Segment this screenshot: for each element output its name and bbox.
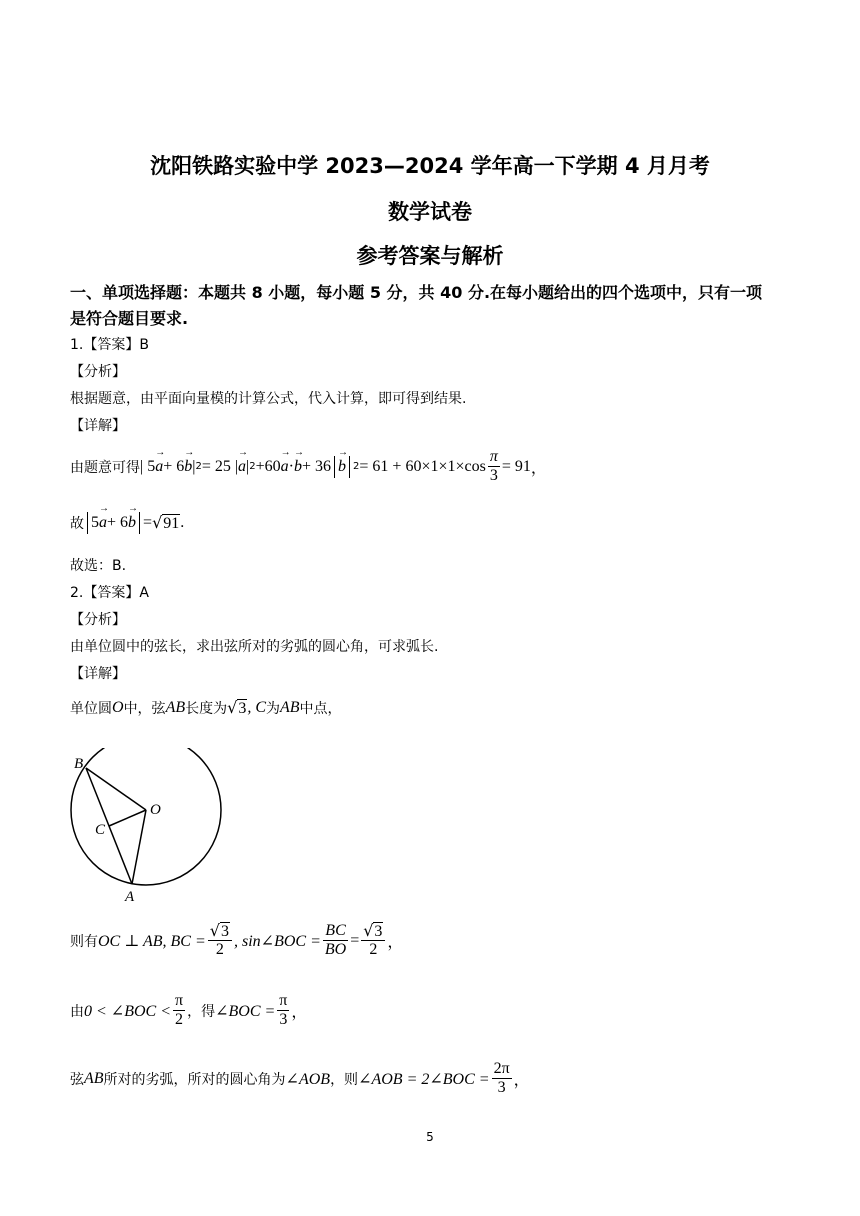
q2-line1-math: AB xyxy=(279,699,300,716)
q1-detail-label: 【详解】 xyxy=(70,418,126,434)
q1-answer: 1.【答案】B xyxy=(70,337,149,353)
page-subtitle: 数学试卷 xyxy=(388,200,472,224)
q2-answer: 2.【答案】A xyxy=(70,585,149,601)
q1-step2-prefix: 故 xyxy=(70,516,84,532)
q1-step1-part: | 5 xyxy=(140,457,156,475)
q2-line3-text: 由 xyxy=(70,1003,84,1020)
q2-line4-math: ∠AOB xyxy=(285,1070,331,1088)
q1-step1-prefix: 由题意可得 xyxy=(70,459,140,476)
abs-bar xyxy=(87,512,88,534)
q1-formula-step2 xyxy=(70,512,184,534)
fraction-BC-over-BO xyxy=(323,922,348,959)
q1-analysis-label: 【分析】 xyxy=(70,364,126,380)
fraction-denominator: 2 xyxy=(175,1011,184,1028)
q2-line3-text: ，得 xyxy=(187,1003,216,1020)
label-A: A xyxy=(125,889,135,905)
q2-analysis-label: 【分析】 xyxy=(70,612,126,628)
abs-bar xyxy=(349,456,350,478)
unit-circle-figure xyxy=(62,748,232,908)
fraction-numerator: 2π xyxy=(493,1060,510,1077)
label-B: B xyxy=(74,756,84,772)
fraction-numerator: π xyxy=(279,992,288,1009)
q2-line2-suffix: ， xyxy=(387,934,404,951)
q2-detail-label: 【详解】 xyxy=(70,666,126,682)
q1-step2-part: + 6 xyxy=(107,514,129,531)
q2-line4-math: AB xyxy=(84,1069,104,1087)
q1-step1-part: +60 xyxy=(255,457,281,475)
q2-line1-text: 中，弦 xyxy=(123,701,166,717)
q2-line2-text: 则有 xyxy=(70,933,98,950)
fraction-denominator: 3 xyxy=(489,467,498,484)
label-C: C xyxy=(95,822,106,838)
vector-a: → a xyxy=(155,458,163,476)
q1-step1-part: · xyxy=(288,457,294,475)
q2-line2 xyxy=(70,922,403,959)
fraction-pi-over-3 xyxy=(277,992,289,1029)
fraction-pi-over-2 xyxy=(173,992,185,1029)
radicand: 3 xyxy=(374,923,383,940)
q2-line1-text: 为 xyxy=(265,701,280,717)
page-subtitle-answers: 参考答案与解析 xyxy=(356,244,504,268)
fraction-pi-over-3 xyxy=(488,448,500,485)
fraction-numerator: BC xyxy=(325,922,346,939)
radicand: 3 xyxy=(238,700,247,717)
q2-line4-text: 弦 xyxy=(70,1071,84,1088)
q2-analysis-text: 由单位圆中的弦长，求出弦所对的劣弧的圆心角，可求弧长. xyxy=(70,639,439,655)
fraction-denominator: 3 xyxy=(279,1011,288,1028)
q2-line1-text: 长度为 xyxy=(185,701,228,717)
fraction-numerator: π xyxy=(489,448,498,465)
q1-conclusion: 故选：B. xyxy=(70,558,127,574)
abs-bar xyxy=(334,456,335,478)
q1-step1-part: + 6 xyxy=(163,457,185,475)
q1-step2-part: 5 xyxy=(91,514,99,531)
section-heading-line1: 一、单项选择题：本题共 8 小题，每小题 5 分，共 40 分.在每小题给出的四个选项中，只有一项 xyxy=(70,283,763,302)
q1-step1-part: = 25 | xyxy=(201,457,239,475)
q2-line1-text: 中点， xyxy=(299,701,342,717)
q2-line1-math: , C xyxy=(247,699,266,716)
page-title: 沈阳铁路实验中学 2023—2024 学年高一下学期 4 月月考 xyxy=(150,154,710,178)
q2-line3-math: 0 < ∠BOC < xyxy=(84,1002,171,1020)
square-root: √ 3 xyxy=(227,698,247,717)
q1-step1-suffix: ， xyxy=(530,460,547,477)
q2-line4 xyxy=(70,1060,530,1097)
fraction-sqrt3-over-2: √ 3 2 xyxy=(361,922,385,959)
label-O: O xyxy=(150,802,161,818)
q1-step1-part: | xyxy=(192,457,196,475)
vector-b: → b xyxy=(294,458,302,476)
vector-b: → b xyxy=(184,458,192,476)
q1-formula-step1: 由题意可得 | 5 → a + 6 → b | 2 = 25 | → a | 2 +60 → a · → b + 36 → b 2 = 61 + 60×1×1×cos $\frac{\pi}{3}$ = 91 ， xyxy=(70,448,547,485)
fraction-denominator: 2 xyxy=(369,941,378,958)
q2-line3-math: ∠BOC = xyxy=(215,1002,276,1020)
q2-line1 xyxy=(70,698,342,718)
page-number: 5 xyxy=(426,1130,434,1144)
segment-OA xyxy=(132,810,146,884)
q1-step2-suffix: . xyxy=(180,514,185,531)
abs-bar xyxy=(139,512,140,534)
radicand: 3 xyxy=(220,923,229,940)
fraction-numerator: π xyxy=(175,992,184,1009)
q2-line4-suffix: ， xyxy=(513,1072,530,1089)
q2-line3-suffix: ， xyxy=(291,1004,308,1021)
q2-line1-math: O xyxy=(112,699,124,716)
q2-line2-math: , sin∠BOC = xyxy=(233,932,321,950)
fraction-denominator: BO xyxy=(324,941,347,958)
unit-circle xyxy=(71,748,221,885)
q1-analysis-text: 根据题意，由平面向量模的计算公式，代入计算，即可得到结果. xyxy=(70,391,467,407)
q1-step1-part: | xyxy=(246,457,250,475)
q2-line2-math: = xyxy=(350,931,360,949)
radicand: 91 xyxy=(163,515,180,532)
q2-line2-math: OC ⊥ AB, BC = xyxy=(98,932,206,950)
q1-step1-part: = 91 xyxy=(501,457,531,475)
vector-a: → a xyxy=(238,458,246,476)
segment-OC xyxy=(109,810,146,826)
q1-step2-part: = xyxy=(143,514,153,531)
fraction-denominator: 3 xyxy=(497,1079,506,1096)
vector-b: → b xyxy=(338,458,346,476)
vector-a: → a xyxy=(99,514,107,532)
q1-step1-part: = 61 + 60×1×1×cos xyxy=(359,457,486,475)
vector-b: → b xyxy=(128,514,136,532)
q2-line1-math: AB xyxy=(165,699,186,716)
q2-line3 xyxy=(70,992,307,1029)
fraction-2pi-over-3 xyxy=(492,1060,512,1097)
q1-step1-part: + 36 xyxy=(301,457,332,475)
q2-line4-text: 所对的劣弧，所对的圆心角为 xyxy=(103,1071,286,1088)
fraction-denominator: 2 xyxy=(215,941,224,958)
q2-line1-text: 单位圆 xyxy=(70,701,112,717)
square-root: √ 91 xyxy=(152,513,180,532)
q2-line4-text: ，则 xyxy=(330,1071,359,1088)
vector-a: → a xyxy=(281,458,289,476)
section-heading-line2: 是符合题目要求. xyxy=(70,309,189,328)
q2-line4-math: ∠AOB = 2∠BOC = xyxy=(358,1070,490,1088)
fraction-sqrt3-over-2: √ 3 2 xyxy=(208,922,232,959)
